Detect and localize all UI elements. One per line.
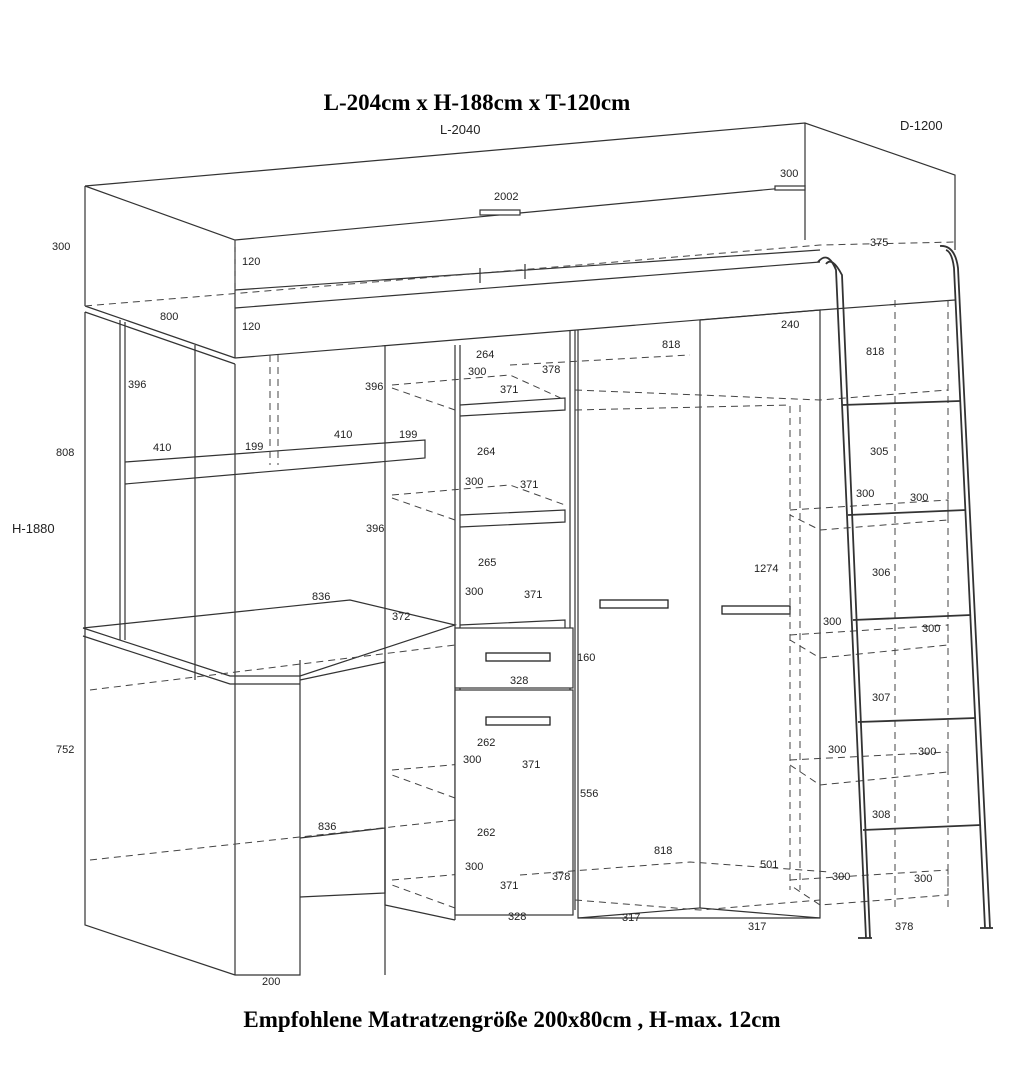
dimension-label: 410: [153, 442, 172, 454]
dimension-label: 378: [895, 921, 914, 933]
dimension-label: 378: [552, 871, 571, 883]
dimension-label: 300: [832, 871, 851, 883]
dimension-label: 264: [477, 446, 496, 458]
dimension-label: 300: [918, 746, 937, 758]
dimension-label: 300: [914, 873, 933, 885]
dimension-label: 199: [399, 429, 418, 441]
dimension-label: 371: [524, 589, 543, 601]
dimension-label: 328: [510, 675, 529, 687]
dimension-label: 300: [828, 744, 847, 756]
dimension-label: 371: [520, 479, 539, 491]
dimension-label: 328: [508, 911, 527, 923]
dimension-label: 396: [365, 381, 384, 393]
dimension-label: 200: [262, 976, 281, 988]
dimension-label: 300: [910, 492, 929, 504]
dimension-label: 300: [465, 861, 484, 873]
dimension-label: 410: [334, 429, 353, 441]
mattress-note: Empfohlene Matratzengröße 200x80cm , H-max. 12cm: [243, 1007, 781, 1032]
dimension-label: 836: [318, 821, 337, 833]
ladder: [818, 246, 993, 938]
dimension-label: 371: [500, 880, 519, 892]
dimension-label: 818: [654, 845, 673, 857]
dimension-label: 818: [866, 346, 885, 358]
dimension-label: 262: [477, 737, 496, 749]
dimension-label: 371: [500, 384, 519, 396]
dimension-label: 306: [872, 567, 891, 579]
dimension-label: 317: [622, 912, 641, 924]
dimension-label: 2002: [494, 191, 519, 203]
dimension-label: 836: [312, 591, 331, 603]
dimension-label: 1274: [754, 563, 779, 575]
dimension-label: 501: [760, 859, 779, 871]
dimension-label: 300: [463, 754, 482, 766]
dimension-label: 305: [870, 446, 889, 458]
dimension-label: 300: [52, 241, 71, 253]
dimension-label: 308: [872, 809, 891, 821]
dimension-label: 160: [577, 652, 596, 664]
dimension-label: 378: [542, 364, 561, 376]
wardrobe: [510, 310, 948, 918]
desk-tower: [83, 312, 455, 975]
bed-frame: [85, 123, 955, 364]
dimension-label: 300: [465, 586, 484, 598]
dimension-label: 556: [580, 788, 599, 800]
dimension-label: 199: [245, 441, 264, 453]
dimension-label: 800: [160, 311, 179, 323]
dimension-label: 375: [870, 237, 889, 249]
dimension-label: H-1880: [12, 521, 55, 536]
dimension-label: 372: [392, 611, 411, 623]
dimension-label: 120: [242, 256, 261, 268]
dimension-label: 300: [823, 616, 842, 628]
dimension-label: L-2040: [440, 122, 481, 137]
dimension-label: 371: [522, 759, 541, 771]
dimension-label: 300: [465, 476, 484, 488]
dimension-label: D-1200: [900, 118, 943, 133]
dimension-label: 317: [748, 921, 767, 933]
dimension-label: 240: [781, 319, 800, 331]
drawing-title: L-204cm x H-188cm x T-120cm: [323, 90, 631, 115]
dimension-label: 752: [56, 744, 75, 756]
dimension-label: 300: [922, 623, 941, 635]
dimension-label: 818: [662, 339, 681, 351]
dimension-label: 396: [366, 523, 385, 535]
dimension-label: 300: [856, 488, 875, 500]
dimension-label: 120: [242, 321, 261, 333]
dimension-label: 265: [478, 557, 497, 569]
dimension-label: 307: [872, 692, 891, 704]
dimension-label: 300: [468, 366, 487, 378]
dimension-label: 264: [476, 349, 495, 361]
dimension-label: 396: [128, 379, 147, 391]
dimension-label: 262: [477, 827, 496, 839]
dimension-label: 808: [56, 447, 75, 459]
dimension-label: 300: [780, 168, 799, 180]
